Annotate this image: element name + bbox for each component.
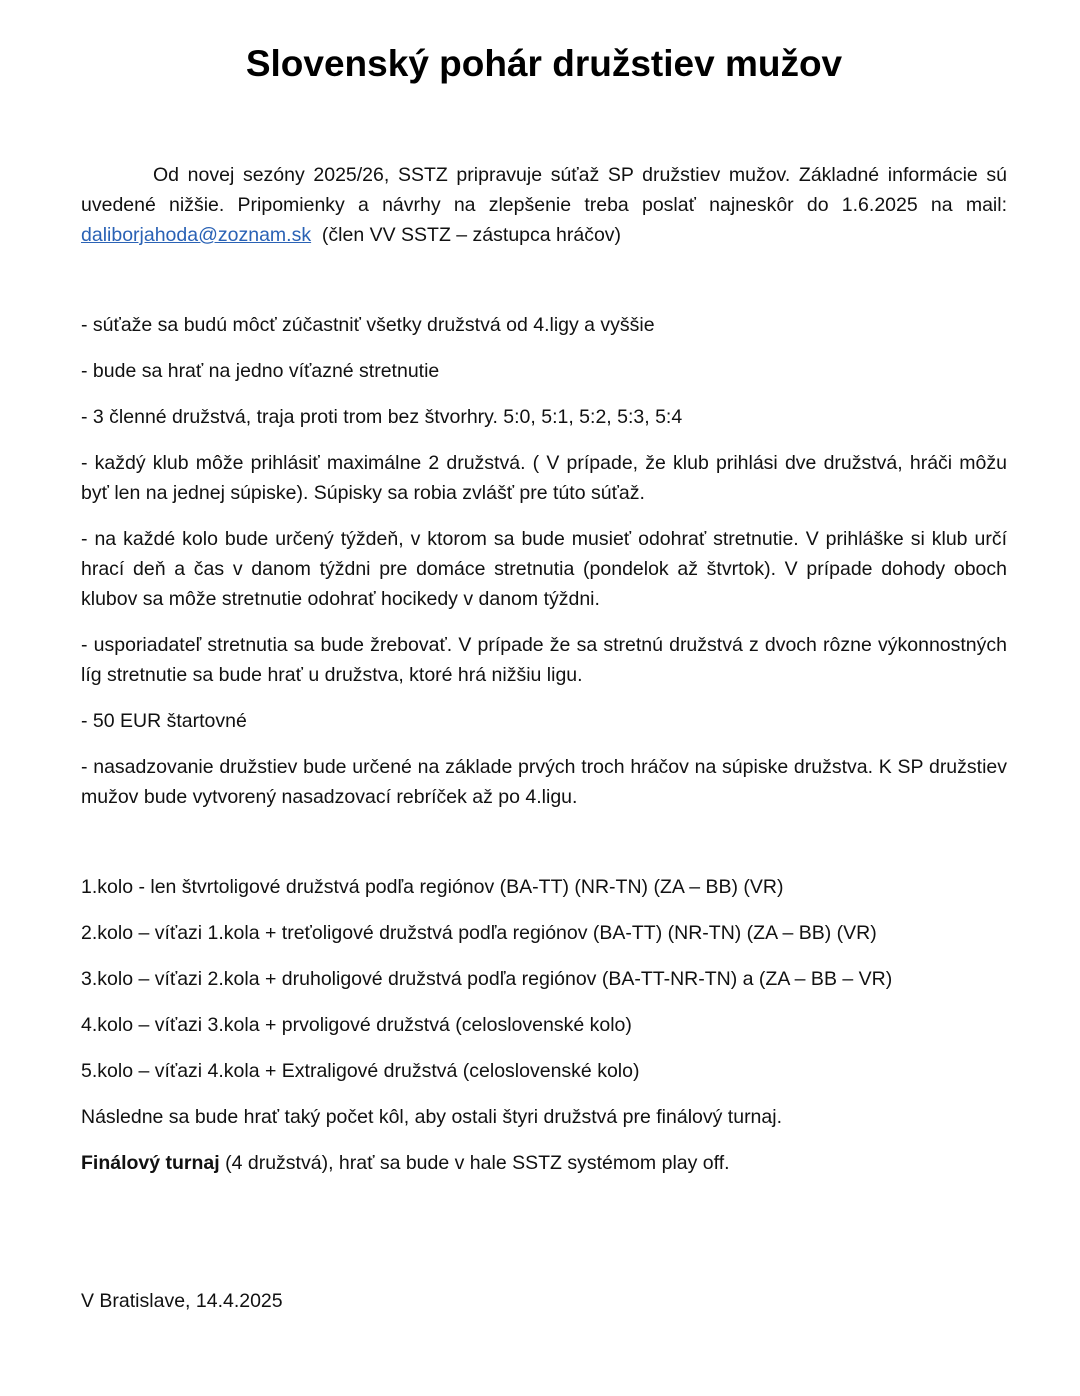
rounds-list xyxy=(81,872,1007,1148)
email-link[interactable]: daliborjahoda@zoznam.sk xyxy=(81,224,312,246)
final-tournament-text: (4 družstvá), hrať sa bude v hale SSTZ systémom play off. xyxy=(219,1152,730,1174)
rules-list xyxy=(81,310,1007,828)
rule-item: - na každé kolo bude určený týždeň, v ktorom sa bude musieť odohrať stretnutie. V prihláške si klub určí hrací deň a čas v danom týždni pre domáce stretnutia (pondelok až štvrtok). V prípade dohody oboch klubov sa môže stretnutie odohrať hocikedy v danom týždni. xyxy=(81,528,1007,610)
round-item: 1.kolo - len štvrtoligové družstvá podľa regiónov (BA-TT) (NR-TN) (ZA – BB) (VR) xyxy=(81,876,784,898)
rule-item: - bude sa hrať na jedno víťazné stretnutie xyxy=(81,360,440,382)
intro-paragraph xyxy=(81,160,1007,250)
rule-item: - 3 členné družstvá, traja proti trom bez štvorhry. 5:0, 5:1, 5:2, 5:3, 5:4 xyxy=(81,406,683,428)
rule-item: - nasadzovanie družstiev bude určené na základe prvých troch hráčov na súpiske družstva. K SP družstiev mužov bude vytvorený nasadzovací rebríček až po 4.ligu. xyxy=(81,756,1007,808)
round-item: 2.kolo – víťazi 1.kola + treťoligové družstvá podľa regiónov (BA-TT) (NR-TN) (ZA – BB) (VR) xyxy=(81,922,877,944)
round-item: 3.kolo – víťazi 2.kola + druholigové družstvá podľa regiónov (BA-TT-NR-TN) a (ZA – BB – VR) xyxy=(81,968,893,990)
final-tournament-label: Finálový turnaj xyxy=(81,1152,220,1174)
rule-item: - 50 EUR štartovné xyxy=(81,710,247,732)
rule-item: - každý klub môže prihlásiť maximálne 2 družstvá. ( V prípade, že klub prihlási dve družstvá, hráči môžu byť len na jednej súpiske). Súpisky sa robia zvlášť pre túto súťaž. xyxy=(81,452,1007,504)
round-item: 4.kolo – víťazi 3.kola + prvoligové družstvá (celoslovenské kolo) xyxy=(81,1014,632,1036)
intro-text: Od novej sezóny 2025/26, SSTZ pripravuje súťaž SP družstiev mužov. Základné informácie sú uvedené nižšie. Pripomienky a návrhy na zlepšenie treba poslať najneskôr do 1.6.2025 na mail: xyxy=(81,164,1007,216)
document-title: Slovenský pohár družstiev mužov xyxy=(245,43,843,84)
intro-text-after-email: (člen VV SSTZ – zástupca hráčov) xyxy=(311,224,622,246)
round-item: Následne sa bude hrať taký počet kôl, aby ostali štyri družstvá pre finálový turnaj. xyxy=(81,1106,783,1128)
final-tournament-paragraph xyxy=(81,1148,1007,1178)
rule-item: - súťaže sa budú môcť zúčastniť všetky družstvá od 4.ligy a vyššie xyxy=(81,314,655,336)
round-item: 5.kolo – víťazi 4.kola + Extraligové družstvá (celoslovenské kolo) xyxy=(81,1060,640,1082)
rule-item: - usporiadateľ stretnutia sa bude žrebovať. V prípade že sa stretnú družstvá z dvoch rôzne výkonnostných líg stretnutie sa bude hrať u družstva, ktoré hrá nižšiu ligu. xyxy=(81,634,1007,686)
signature-place-date: V Bratislave, 14.4.2025 xyxy=(81,1290,283,1312)
